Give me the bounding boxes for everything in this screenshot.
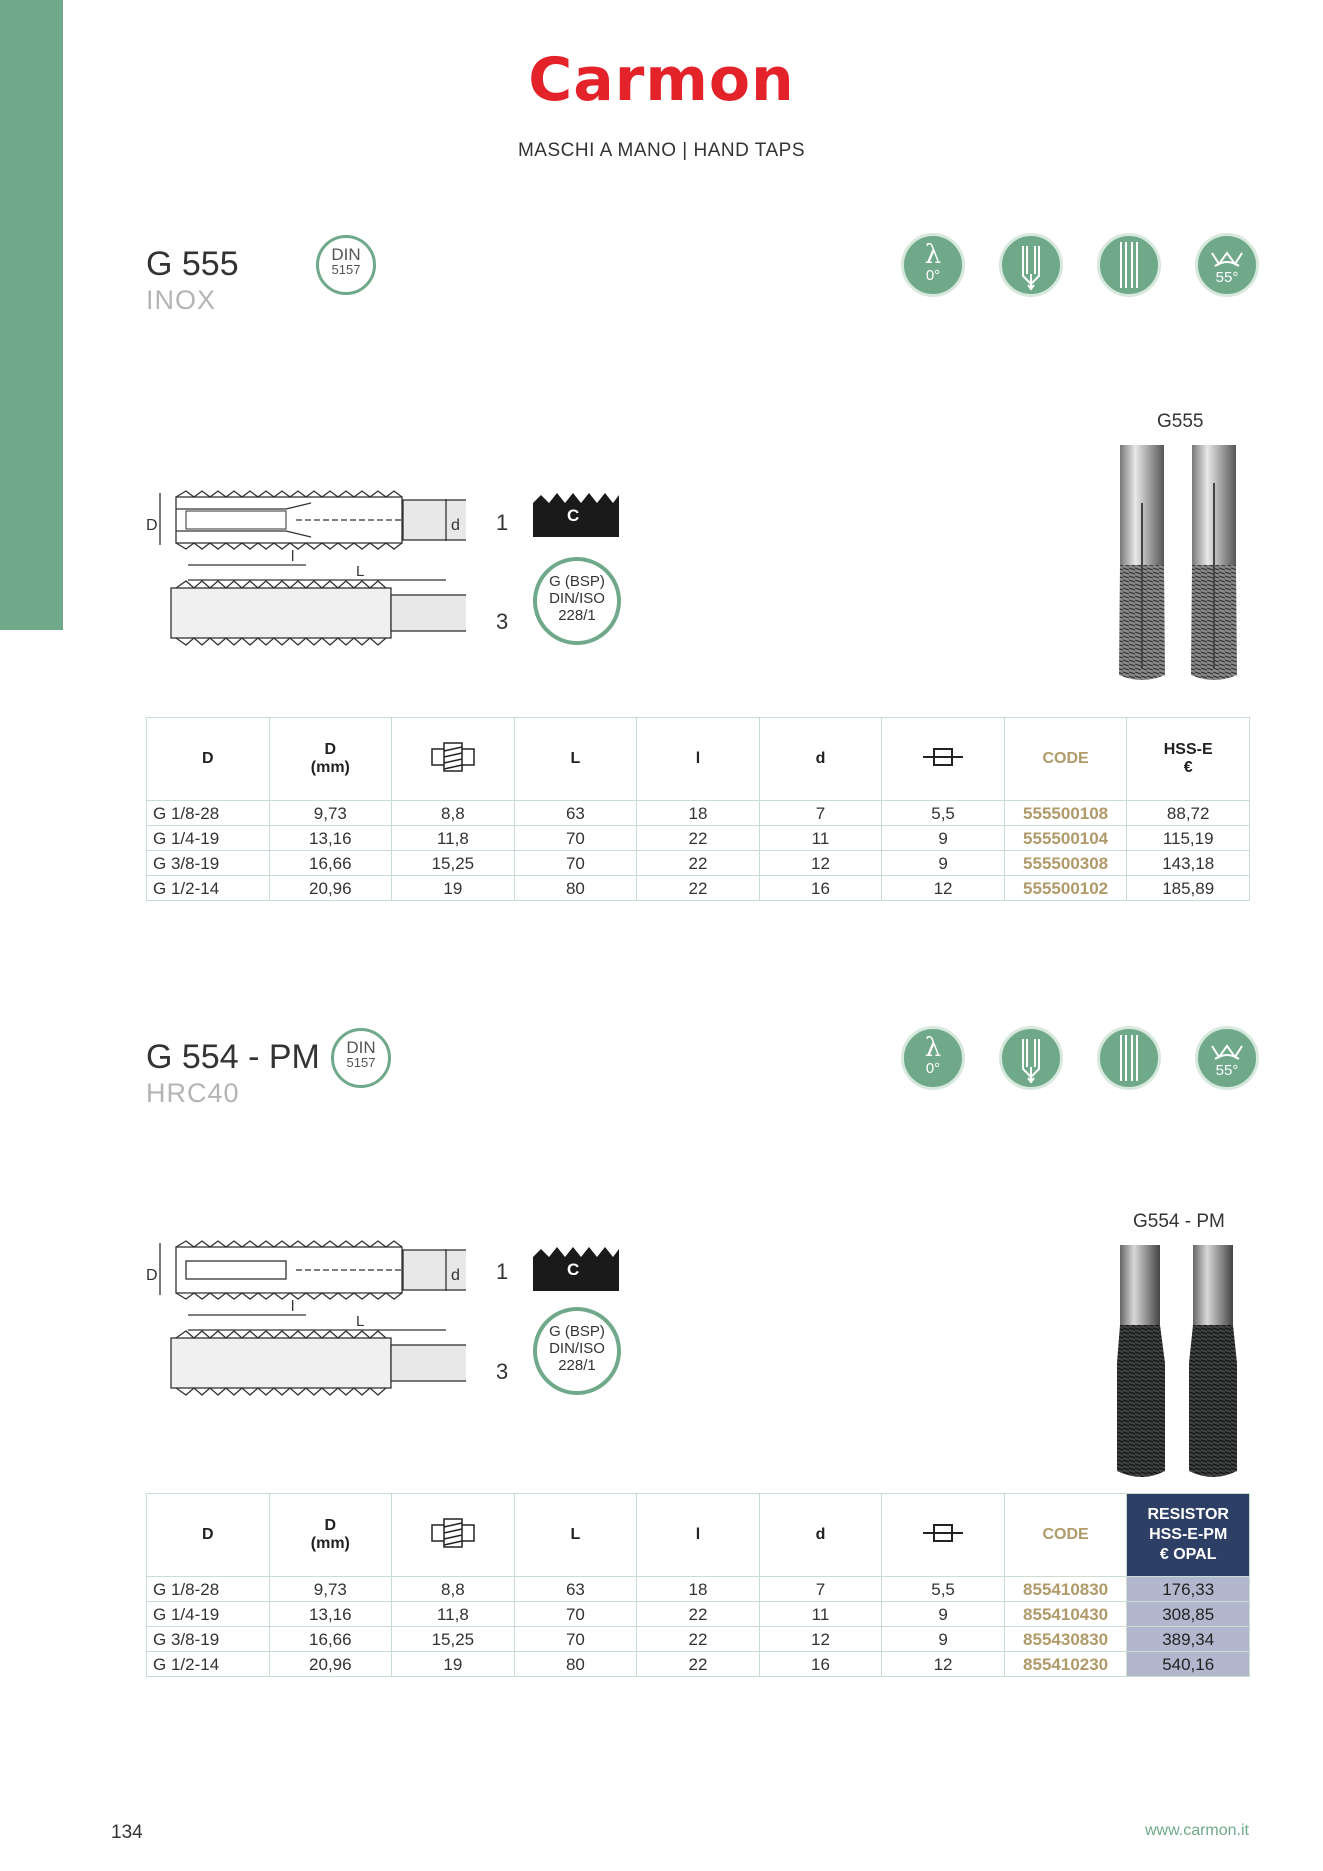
- thread-length-label: l: [291, 1298, 295, 1315]
- shank-d-label: d: [451, 1267, 460, 1284]
- thread-angle-value: 55°: [1215, 269, 1239, 286]
- blind-hole-icon: [999, 233, 1063, 297]
- col-l: l: [637, 718, 760, 801]
- table-row: G 1/4-19 13,16 11,8 70 22 11 9 855410430 308,85: [147, 1602, 1250, 1627]
- page-number: 134: [111, 1822, 143, 1843]
- din-label: DIN: [346, 1038, 376, 1057]
- spec-table: [146, 717, 1250, 901]
- diameter-D-label: D: [146, 1267, 158, 1284]
- thread-angle-icon: [1195, 233, 1259, 297]
- col-d: d: [759, 1494, 882, 1577]
- col-Dmm: D (mm): [269, 1494, 392, 1577]
- total-length-label: L: [356, 563, 365, 580]
- col-drill-icon: [392, 718, 515, 801]
- product-material: INOX: [146, 285, 217, 315]
- col-D: D: [147, 1494, 270, 1577]
- table-row: G 3/8-19 16,66 15,25 70 22 12 9 855430830 389,34: [147, 1627, 1250, 1652]
- tap-technical-drawing: [146, 485, 466, 660]
- col-code: CODE: [1004, 1494, 1127, 1577]
- product-title: G 554 - PM: [146, 1038, 320, 1076]
- col-L: L: [514, 1494, 637, 1577]
- product-title: G 555: [146, 245, 239, 283]
- tap-type-1-label: 1: [496, 510, 509, 535]
- helix-angle-icon: [901, 233, 965, 297]
- col-l: l: [637, 1494, 760, 1577]
- col-L: L: [514, 718, 637, 801]
- tap-type-3-label: 3: [496, 1359, 509, 1384]
- lambda-symbol: λ: [924, 240, 942, 270]
- photo-label: G555: [1157, 411, 1204, 432]
- bsp-line-3: 228/1: [558, 607, 596, 624]
- chamfer-profile-c: [533, 1245, 619, 1291]
- website-link[interactable]: www.carmon.it: [1144, 1822, 1249, 1839]
- through-hole-icon: [1097, 233, 1161, 297]
- table-row: G 1/8-28 9,73 8,8 63 18 7 5,5 855410830 176,33: [147, 1577, 1250, 1602]
- tap-photo: [1105, 1243, 1245, 1483]
- bsp-line-2: DIN/ISO: [549, 1340, 605, 1357]
- col-D: D: [147, 718, 270, 801]
- bsp-line-1: G (BSP): [549, 573, 605, 590]
- thread-standard-badge: [533, 557, 621, 645]
- shank-d-label: d: [451, 517, 460, 534]
- din-badge: [316, 235, 376, 295]
- spec-table: [146, 1493, 1250, 1677]
- chamfer-form-letter: C: [567, 506, 580, 525]
- chamfer-form-letter: C: [567, 1260, 580, 1279]
- chamfer-profile-c: [533, 491, 619, 537]
- thread-standard-badge: [533, 1307, 621, 1395]
- col-price: RESISTOR HSS-E-PM € OPAL: [1127, 1494, 1250, 1577]
- helix-angle-value: 0°: [925, 1060, 941, 1077]
- through-hole-icon: [1097, 1026, 1161, 1090]
- lambda-symbol: λ: [924, 1033, 942, 1063]
- table-row: G 1/8-28 9,73 8,8 63 18 7 5,5 555500108 88,72: [147, 801, 1250, 826]
- helix-angle-value: 0°: [925, 267, 941, 284]
- tap-type-3-label: 3: [496, 609, 509, 634]
- tap-technical-drawing: [146, 1235, 466, 1410]
- bsp-line-1: G (BSP): [549, 1323, 605, 1340]
- col-square-icon: [882, 718, 1005, 801]
- thread-angle-icon: [1195, 1026, 1259, 1090]
- col-Dmm: D (mm): [269, 718, 392, 801]
- col-square-icon: [882, 1494, 1005, 1577]
- bsp-line-3: 228/1: [558, 1357, 596, 1374]
- din-label: DIN: [331, 245, 361, 264]
- din-number: 5157: [331, 262, 361, 277]
- din-number: 5157: [346, 1055, 376, 1070]
- din-badge: [331, 1028, 391, 1088]
- product-hardness: HRC40: [146, 1078, 240, 1108]
- table-row: G 3/8-19 16,66 15,25 70 22 12 9 555500308 143,18: [147, 851, 1250, 876]
- total-length-label: L: [356, 1313, 365, 1330]
- table-row: G 1/2-14 20,96 19 80 22 16 12 855410230 540,16: [147, 1652, 1250, 1677]
- blind-hole-icon: [999, 1026, 1063, 1090]
- helix-angle-icon: [901, 1026, 965, 1090]
- col-price: HSS-E €: [1127, 718, 1250, 801]
- col-code: CODE: [1004, 718, 1127, 801]
- col-drill-icon: [392, 1494, 515, 1577]
- page-subtitle: MASCHI A MANO | HAND TAPS: [517, 140, 805, 161]
- thread-angle-value: 55°: [1215, 1062, 1239, 1079]
- table-row: G 1/2-14 20,96 19 80 22 16 12 555500102 185,89: [147, 876, 1250, 901]
- thread-length-label: l: [291, 548, 295, 565]
- tap-type-1-label: 1: [496, 1259, 509, 1284]
- bsp-line-2: DIN/ISO: [549, 590, 605, 607]
- col-d: d: [759, 718, 882, 801]
- table-row: G 1/4-19 13,16 11,8 70 22 11 9 555500104 115,19: [147, 826, 1250, 851]
- photo-label: G554 - PM: [1133, 1211, 1225, 1232]
- diameter-D-label: D: [146, 517, 158, 534]
- tap-photo: [1105, 443, 1245, 685]
- brand-logo: Carmon: [528, 45, 795, 115]
